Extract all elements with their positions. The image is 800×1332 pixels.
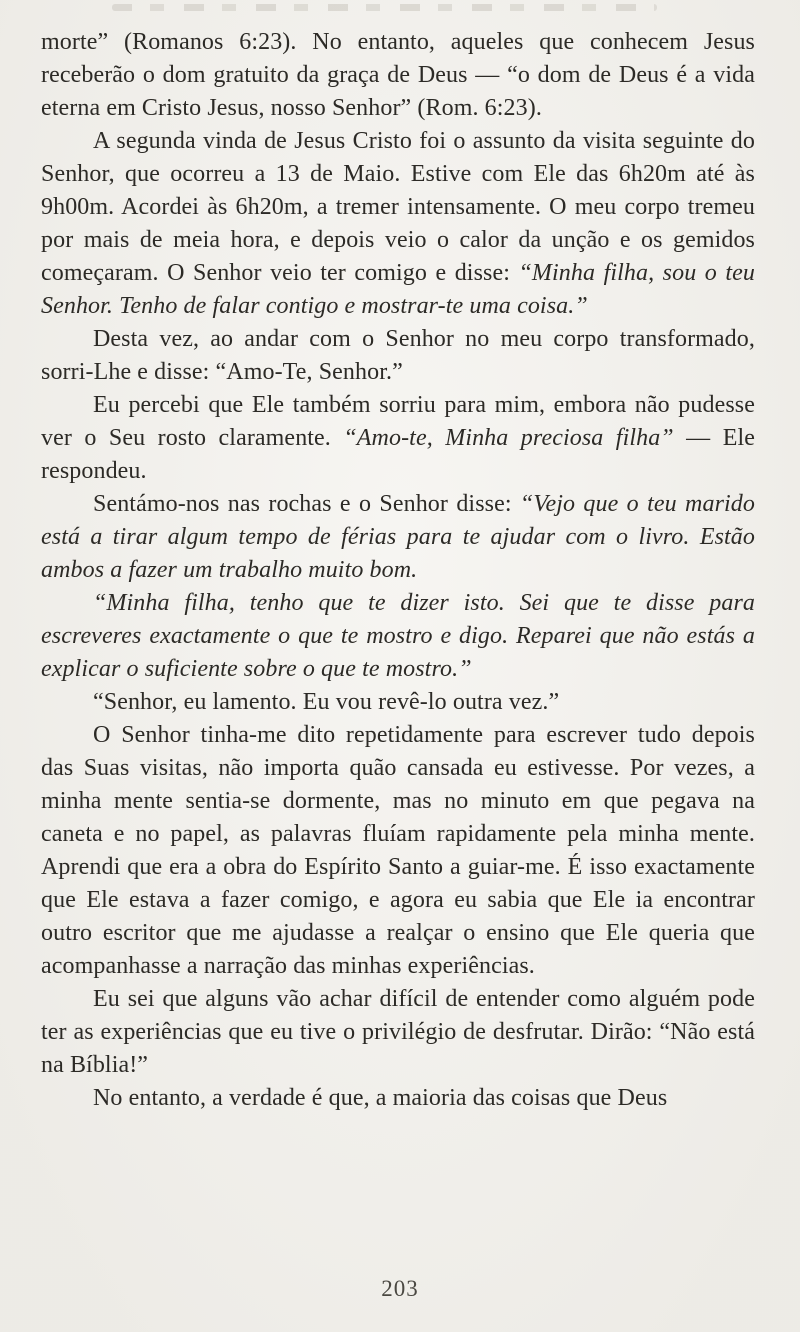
italic-text-run: “Amo-te, Minha preciosa filha” [343,425,674,451]
text-run: Eu percebi que Ele também sorriu para mim, embora não pudesse ver o Seu rosto claramente. [41,392,755,451]
text-run: O Senhor tinha-me dito repetidamente para escrever tudo depois das Suas visitas, não importa quão cansada eu estivesse. Por vezes, a minha mente sentia-se dormente, mas no minuto em que pegava na caneta e no papel, as palavras fluíam rapidamente pela minha mente. Aprendi que era a obra do Espírito Santo a guiar-me. É isso exactamente que Ele estava a fazer comigo, e agora eu sabia que Ele ia encontrar outro escritor que me ajudasse a realçar o ensino que Ele queria que acompanhasse a narração das minhas experiências. [41,722,755,979]
paragraph [41,389,755,488]
cropped-line-artifact [112,4,657,11]
text-run: Desta vez, ao andar com o Senhor no meu corpo transformado, sorri-Lhe e disse: “Amo-Te, Senhor.” [41,326,755,385]
page-number: 203 [381,1276,419,1301]
italic-text-run: “Minha filha, sou o teu Senhor. Tenho de falar contigo e mostrar-te uma coisa.” [41,260,755,319]
paragraph [41,686,755,719]
paragraph [41,125,755,323]
text-run: No entanto, a verdade é que, a maioria das coisas que Deus [93,1085,668,1111]
paragraph [41,587,755,686]
paragraph [41,983,755,1082]
text-run: Sentámo-nos nas rochas e o Senhor disse: [93,491,520,517]
paragraph [41,323,755,389]
text-run: Eu sei que alguns vão achar difícil de entender como alguém pode ter as experiências que eu tive o privilégio de desfrutar. Dirão: “Não está na Bíblia!” [41,986,755,1078]
paragraph [41,26,755,125]
paragraph [41,488,755,587]
italic-text-run: “Minha filha, tenho que te dizer isto. Sei que te disse para escreveres exactamente o que te mostro e digo. Reparei que não estás a explicar o suficiente sobre o que te mostro.” [41,590,755,682]
paragraph [41,719,755,983]
text-run: morte” (Romanos 6:23). No entanto, aqueles que conhecem Jesus receberão o dom gratuito da graça de Deus — “o dom de Deus é a vida eterna em Cristo Jesus, nosso Senhor” (Rom. 6:23). [41,29,755,121]
text-run: — Ele respondeu. [41,425,755,484]
italic-text-run: “Vejo que o teu marido está a tirar algum tempo de férias para te ajudar com o livro. Estão ambos a fazer um trabalho muito bom. [41,491,755,583]
text-run: A segunda vinda de Jesus Cristo foi o assunto da visita seguinte do Senhor, que ocorreu a 13 de Maio. Estive com Ele das 6h20m até às 9h00m. Acordei às 6h20m, a tremer intensamente. O meu corpo tremeu por mais de meia hora, e depois veio o calor da unção e os gemidos começaram. O Senhor veio ter comigo e disse: [41,128,755,286]
text-run: “Senhor, eu lamento. Eu vou revê-lo outra vez.” [93,689,560,715]
text-column [41,26,755,1115]
paragraph [41,1082,755,1115]
